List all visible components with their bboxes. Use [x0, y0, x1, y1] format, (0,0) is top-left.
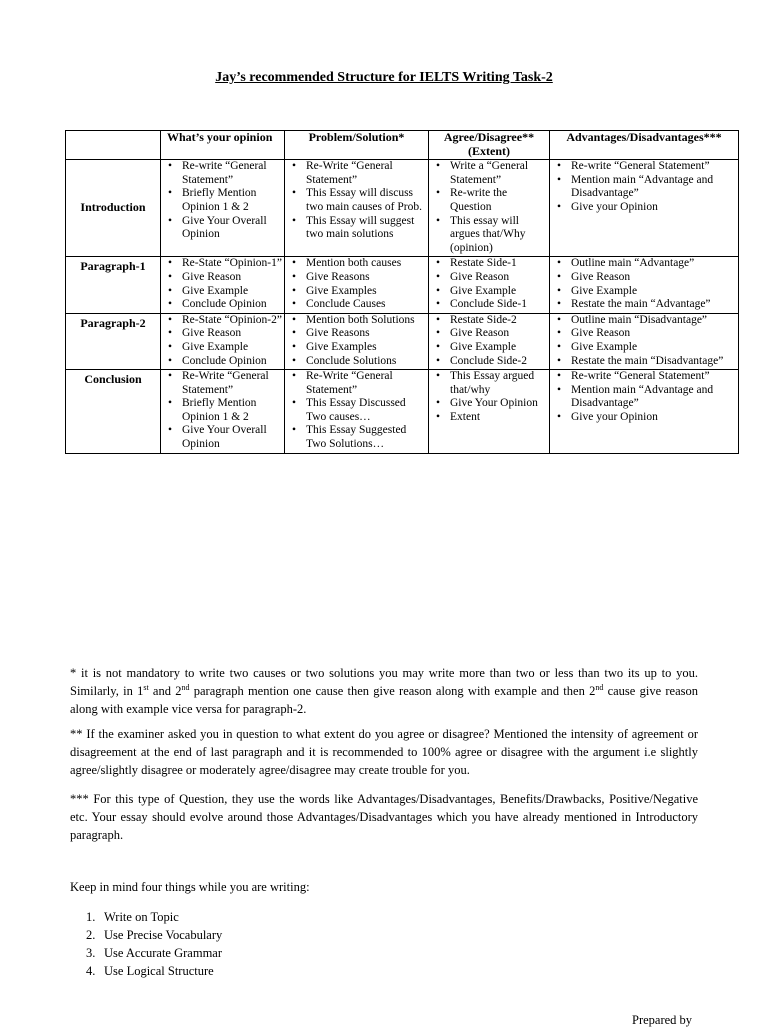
table-row — [66, 313, 739, 369]
table-cell — [550, 257, 739, 313]
structure-table — [65, 130, 739, 454]
bullet-list — [287, 314, 426, 368]
bullet-item: • Re-State “Opinion-2” — [163, 314, 282, 328]
bullet-item: • Give Reason — [431, 327, 547, 341]
row-label: Paragraph-1 — [66, 257, 161, 313]
bullet-item: • This Essay Suggested Two Solutions… — [287, 424, 426, 451]
bullet-item: • Give Reasons — [287, 327, 426, 341]
bullet-item: • Give your Opinion — [552, 201, 736, 215]
table-cell — [161, 160, 285, 257]
table-cell — [285, 370, 429, 454]
header-corner — [66, 131, 161, 160]
bullet-item: • Give Example — [163, 285, 282, 299]
bullet-item: • Re-write “General Statement” — [552, 160, 736, 174]
bullet-item: • Give Reasons — [287, 271, 426, 285]
bullet-item: • This Essay will suggest two main solutions — [287, 215, 426, 242]
bullet-item: • Give Reason — [163, 327, 282, 341]
bullet-item: • Re-write the Question — [431, 187, 547, 214]
tip-item: 2. Use Precise Vocabulary — [86, 928, 223, 942]
bullet-item: • This Essay will discuss two main causes of Prob. — [287, 187, 426, 214]
row-label: Paragraph-2 — [66, 313, 161, 369]
bullet-item: • Give Your Opinion — [431, 397, 547, 411]
bullet-list — [552, 314, 736, 368]
bullet-list — [552, 370, 736, 424]
bullet-item: • Restate the main “Disadvantage” — [552, 355, 736, 369]
bullet-item: • Give Example — [431, 285, 547, 299]
bullet-item: • Give Reason — [163, 271, 282, 285]
table-cell — [550, 160, 739, 257]
bullet-item: • Conclude Side-1 — [431, 298, 547, 312]
table-cell — [161, 257, 285, 313]
bullet-list — [431, 160, 547, 255]
bullet-list — [163, 370, 282, 452]
table-row — [66, 257, 739, 313]
table-cell — [285, 313, 429, 369]
table-cell — [161, 370, 285, 454]
tip-item: 3. Use Accurate Grammar — [86, 946, 222, 960]
bullet-item: • Re-Write “General Statement” — [163, 370, 282, 397]
table-cell — [161, 313, 285, 369]
bullet-item: • Re-State “Opinion-1” — [163, 257, 282, 271]
bullet-item: • Mention main “Advantage and Disadvantage” — [552, 174, 736, 201]
table-row — [66, 370, 739, 454]
page-title: Jay’s recommended Structure for IELTS Writing Task-2 — [215, 70, 553, 85]
bullet-item: • Give your Opinion — [552, 411, 736, 425]
bullet-item: • Conclude Solutions — [287, 355, 426, 369]
bullet-list — [431, 370, 547, 424]
bullet-item: • Give Reason — [552, 327, 736, 341]
bullet-item: • Restate Side-1 — [431, 257, 547, 271]
row-label: Introduction — [66, 160, 161, 257]
bullet-list — [552, 160, 736, 214]
table-cell — [429, 257, 550, 313]
bullet-item: • Conclude Opinion — [163, 298, 282, 312]
table-cell — [550, 370, 739, 454]
table-cell — [285, 257, 429, 313]
prepared-by: Prepared by — [632, 1013, 693, 1027]
bullet-item: • Give Example — [552, 341, 736, 355]
bullet-item: • Re-write “General Statement” — [552, 370, 736, 384]
bullet-item: • Give Reason — [431, 271, 547, 285]
bullet-item: • Give Example — [552, 285, 736, 299]
table-header-row — [66, 131, 739, 160]
tip-item: 4. Use Logical Structure — [86, 964, 214, 978]
table-cell — [550, 313, 739, 369]
bullet-item: • Conclude Opinion — [163, 355, 282, 369]
bullet-item: • Re-Write “General Statement” — [287, 370, 426, 397]
bullet-list — [287, 370, 426, 452]
bullet-item: • Re-Write “General Statement” — [287, 160, 426, 187]
bullet-item: • Restate the main “Advantage” — [552, 298, 736, 312]
footnote-3: *** For this type of Question, they use the words like Advantages/Disadvantages, Benefits/Drawbacks, Positive/Negative etc. Your essay should evolve around those Advantages/Disadvantages which you have already mentioned in Introductory paragraph. — [70, 792, 698, 842]
bullet-list — [163, 257, 282, 311]
bullet-item: • Outline main “Advantage” — [552, 257, 736, 271]
bullet-item: • This Essay argued that/why — [431, 370, 547, 397]
bullet-list — [552, 257, 736, 311]
bullet-item: • Mention both causes — [287, 257, 426, 271]
keep-in-mind-text: Keep in mind four things while you are writing: — [70, 880, 310, 894]
bullet-item: • Give Your Overall Opinion — [163, 215, 282, 242]
bullet-list — [431, 314, 547, 368]
bullet-item: • Conclude Side-2 — [431, 355, 547, 369]
bullet-item: • This Essay Discussed Two causes… — [287, 397, 426, 424]
header-opinion: What’s your opinion — [161, 131, 285, 160]
bullet-item: • Give Examples — [287, 341, 426, 355]
bullet-item: • Extent — [431, 411, 547, 425]
bullet-item: • Restate Side-2 — [431, 314, 547, 328]
bullet-list — [431, 257, 547, 311]
tip-item: 1. Write on Topic — [86, 910, 179, 924]
bullet-list — [163, 160, 282, 242]
bullet-list — [287, 257, 426, 311]
footnote-2: ** If the examiner asked you in question to what extent do you agree or disagree? Mentioned the intensity of agreement or disagreement at the end of last paragraph and it is recommended to 100% agree or disagree with the argument i.e slightly agree/slightly disagree or moderately agree/disagree may create trouble for you. — [70, 727, 698, 777]
bullet-item: • Outline main “Disadvantage” — [552, 314, 736, 328]
table-cell — [429, 370, 550, 454]
bullet-list — [287, 160, 426, 242]
bullet-item: • Give Reason — [552, 271, 736, 285]
bullet-item: • Give Examples — [287, 285, 426, 299]
table-cell — [429, 313, 550, 369]
bullet-item: • Briefly Mention Opinion 1 & 2 — [163, 397, 282, 424]
bullet-item: • Briefly Mention Opinion 1 & 2 — [163, 187, 282, 214]
bullet-list — [163, 314, 282, 368]
bullet-item: • Conclude Causes — [287, 298, 426, 312]
bullet-item: • Give Example — [163, 341, 282, 355]
row-label: Conclusion — [66, 370, 161, 454]
bullet-item: • Give Example — [431, 341, 547, 355]
bullet-item: • Write a “General Statement” — [431, 160, 547, 187]
header-advantages-disadvantages: Advantages/Disadvantages*** — [550, 131, 739, 160]
header-problem-solution: Problem/Solution* — [285, 131, 429, 160]
table-cell — [285, 160, 429, 257]
tips-list — [70, 908, 222, 980]
bullet-item: • Mention both Solutions — [287, 314, 426, 328]
header-agree-disagree: Agree/Disagree** (Extent) — [429, 131, 550, 160]
table-row — [66, 160, 739, 257]
bullet-item: • Give Your Overall Opinion — [163, 424, 282, 451]
table-cell — [429, 160, 550, 257]
bullet-item: • This essay will argues that/Why (opinion) — [431, 215, 547, 256]
bullet-item: • Re-write “General Statement” — [163, 160, 282, 187]
bullet-item: • Mention main “Advantage and Disadvantage” — [552, 384, 736, 411]
footnote-1: * it is not mandatory to write two causes or two solutions you may write more than two or less than two its up to you. Similarly, in 1st and 2nd paragraph mention one cause then give reason along with example and then 2nd cause give reason along with example vice versa for paragraph-2. — [70, 666, 698, 716]
